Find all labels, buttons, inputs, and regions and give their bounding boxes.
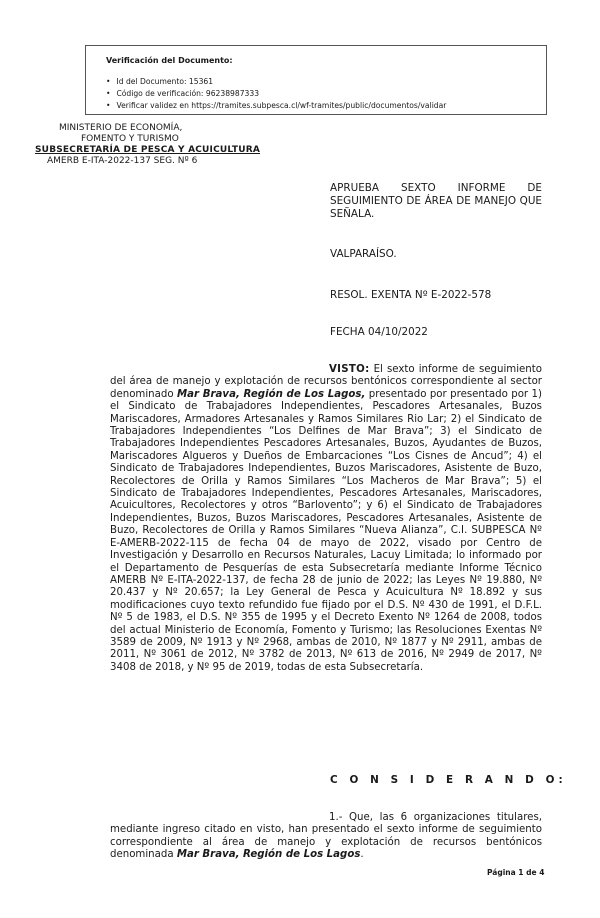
considerando-area-name: Mar Brava, Región de Los Lagos (176, 849, 361, 861)
visto-label: VISTO: (329, 364, 370, 375)
city: VALPARAÍSO. (330, 248, 397, 260)
verification-list (106, 76, 446, 112)
resolution-summary: APRUEBA SEXTO INFORME DE SEGUIMIENTO DE ÁREA DE MANEJO QUE SEÑALA. (330, 182, 542, 220)
ministry-line-2: FOMENTO Y TURISMO (81, 134, 179, 144)
document-id: • Id del Documento: 15361 (106, 76, 446, 88)
considerando-heading: C O N S I D E R A N D O: (330, 774, 567, 786)
verification-code: • Código de verificación: 96238987333 (106, 88, 446, 100)
visto-paragraph (110, 364, 542, 674)
document-reference: AMERB E-ITA-2022-137 SEG. Nº 6 (47, 156, 198, 166)
visto-text-1: El sexto informe de seguimiento del área de manejo y explotación de recursos bentónicos correspondiente al sector denominado (110, 364, 542, 400)
resolution-number: RESOL. EXENTA Nº E-2022-578 (330, 289, 492, 301)
resolution-date: FECHA 04/10/2022 (330, 326, 428, 338)
page-number: Página 1 de 4 (487, 868, 545, 877)
verification-title: Verificación del Documento: (106, 56, 233, 65)
verification-box (85, 45, 547, 115)
area-name: Mar Brava, Región de Los Lagos, (177, 388, 366, 400)
considerando-text: 1.- Que, las 6 organizaciones titulares, mediante ingreso citado en visto, han presentado el sexto informe de seguimiento correspondiente al área de manejo y explotación de recursos bentónicos denominada (110, 812, 542, 861)
considerando-end: . (360, 849, 364, 861)
visto-text-2: presentado por presentado por 1) el Sindicato de Trabajadores Independientes, Pescadores Artesanales, Buzos Mariscadores, Armadores Artesanales y Ramos Similares Rio Lar; 2) el Sindicato de Trabajadores Independientes “Los Delfines de Mar Brava”; 3) el Sindicato de Trabajadores Independientes Pescadores Artesanales, Buzos, Ayudantes de Buzos, Mariscadores Algueros y Dueños de Embarcaciones “Los Cisnes de Ancud”; 4) el Sindicato de Trabajadores Independientes, Buzos Mariscadores, Asistente de Buzo, Recolectores de Orilla y Ramos Similares “Los Macheros de Mar Brava”; 5) el Sindicato de Trabajadores Independientes, Pescadores Artesanales, Mariscadores, Acuicultores, Recolectores y otros “Barlovento”; y 6) el Sindicato de Trabajadores Independientes, Buzos, Buzos Mariscadores, Pescadores Artesanales, Asistente de Buzo, Recolectores de Orilla y Ramos Similares “Nueva Alianza”, C.I. SUBPESCA Nº E-AMERB-2022-115 de fecha 04 de mayo de 2022, visado por Centro de Investigación y Desarrollo en Recursos Naturales, Lacuy Limitada; lo informado por el Departamento de Pesquerías de esta Subsecretaría mediante Informe Técnico AMERB Nº E-ITA-2022-137, de fecha 28 de junio de 2022; las Leyes Nº 19.880, Nº 20.437 y Nº 20.657; la Ley General de Pesca y Acuicultura Nº 18.892 y sus modificaciones cuyo texto refundido fue fijado por el D.S. Nº 430 de 1991, el D.F.L. Nº 5 de 1983, el D.S. Nº 355 de 1995 y el Decreto Exento Nº 1264 de 2008, todos del actual Ministerio de Economía, Fomento y Turismo; las Resoluciones Exentas Nº 3589 de 2009, Nº 1913 y Nº 2968, ambas de 2010, Nº 1877 y Nº 2911, ambas de 2011, Nº 3061 de 2012, Nº 3782 de 2013, Nº 613 de 2016, Nº 2949 de 2017, Nº 3408 de 2018, y Nº 95 de 2019, todas de esta Subsecretaría. (110, 388, 542, 673)
considerando-paragraph-1 (110, 812, 542, 862)
ministry-line-1: MINISTERIO DE ECONOMÍA, (59, 123, 183, 133)
subsecretaria-title: SUBSECRETARÍA DE PESCA Y ACUICULTURA (35, 145, 261, 155)
verification-link[interactable]: • Verificar validez en https://tramites.subpesca.cl/wf-tramites/public/documentos/validar (106, 100, 446, 112)
institution-header (35, 123, 295, 167)
